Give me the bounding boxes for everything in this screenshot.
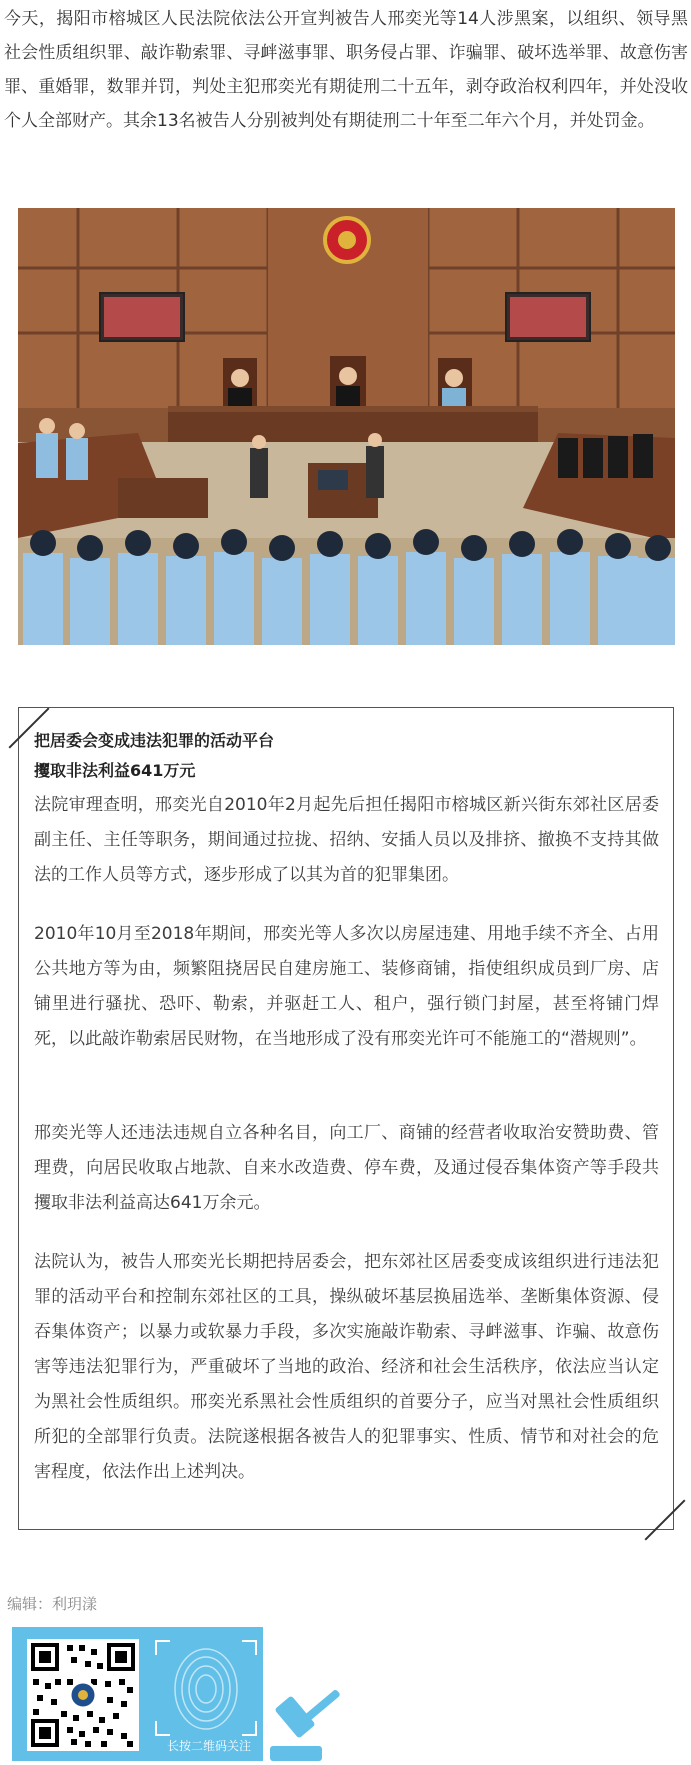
qr-code[interactable] <box>27 1639 139 1751</box>
gavel-icon <box>270 1690 360 1761</box>
section-title-line-1: 把居委会变成违法犯罪的活动平台 <box>34 731 275 750</box>
national-emblem-icon <box>325 218 369 262</box>
section-paragraph-1: 法院审理查明，邢奕光自2010年2月起先后担任揭阳市榕城区新兴街东郊社区居委副主任、主任等职务，期间通过拉拢、招纳、安插人员以及排挤、撤换不支持其做法的工作人员等方式，逐步形成了以其为首的犯罪集团。 <box>34 795 659 885</box>
section-title-line-2: 攫取非法利益641万元 <box>34 761 196 780</box>
intro-paragraph: 今天，揭阳市榕城区人民法院依法公开宣判被告人邢奕光等14人涉黑案，以组织、领导黑社会性质组织罪、敲诈勒索罪、寻衅滋事罪、职务侵占罪、诈骗罪、破坏选举罪、故意伤害罪、重婚罪，数罪并罚，判处主犯邢奕光有期徒刑二十五年，剥夺政治权利四年，并处没收个人全部财产。其余13名被告人分别被判处有期徒刑二十年至二年六个月，并处罚金。 <box>4 9 688 131</box>
qr-caption: 长按二维码关注 <box>166 1739 251 1753</box>
section-paragraph-4: 法院认为，被告人邢奕光长期把持居委会，把东郊社区居委变成该组织进行违法犯罪的活动平台和控制东郊社区的工具，操纵破坏基层换届选举、垄断集体资源、侵吞集体资产；以暴力或软暴力手段，多次实施敲诈勒索、寻衅滋事、诈骗、故意伤害等违法犯罪行为，严重破坏了当地的政治、经济和社会生活秩序，依法应当认定为黑社会性质组织。邢奕光系黑社会性质组织的首要分子，应当对黑社会性质组织所犯的全部罪行负责。法院遂根据各被告人的犯罪事实、性质、情节和对社会的危害程度，依法作出上述判决。 <box>34 1252 659 1482</box>
section-paragraph-2: 2010年10月至2018年期间，邢奕光等人多次以房屋违建、用地手续不齐全、占用公共地方等为由，频繁阻挠居民自建房施工、装修商铺，指使组织成员到厂房、店铺里进行骚扰、恐吓、勒索，并驱赶工人、租户，强行锁门封屋，甚至将铺门焊死，以此敲诈勒索居民财物，在当地形成了没有邢奕光许可不能施工的“潜规则”。 <box>34 924 659 1049</box>
fingerprint-icon <box>154 1639 258 1753</box>
section-paragraph-3: 邢奕光等人还违法违规自立各种名目，向工厂、商铺的经营者收取治安赞助费、管理费，向居民收取占地款、自来水改造费、停车费，及通过侵吞集体资产等手段共攫取非法利益高达641万余元。 <box>34 1123 659 1213</box>
courtroom-photo <box>18 208 675 645</box>
editor-credit: 编辑：利玥漾 <box>7 1595 98 1613</box>
qr-banner <box>12 1627 263 1761</box>
section-title <box>34 726 634 786</box>
